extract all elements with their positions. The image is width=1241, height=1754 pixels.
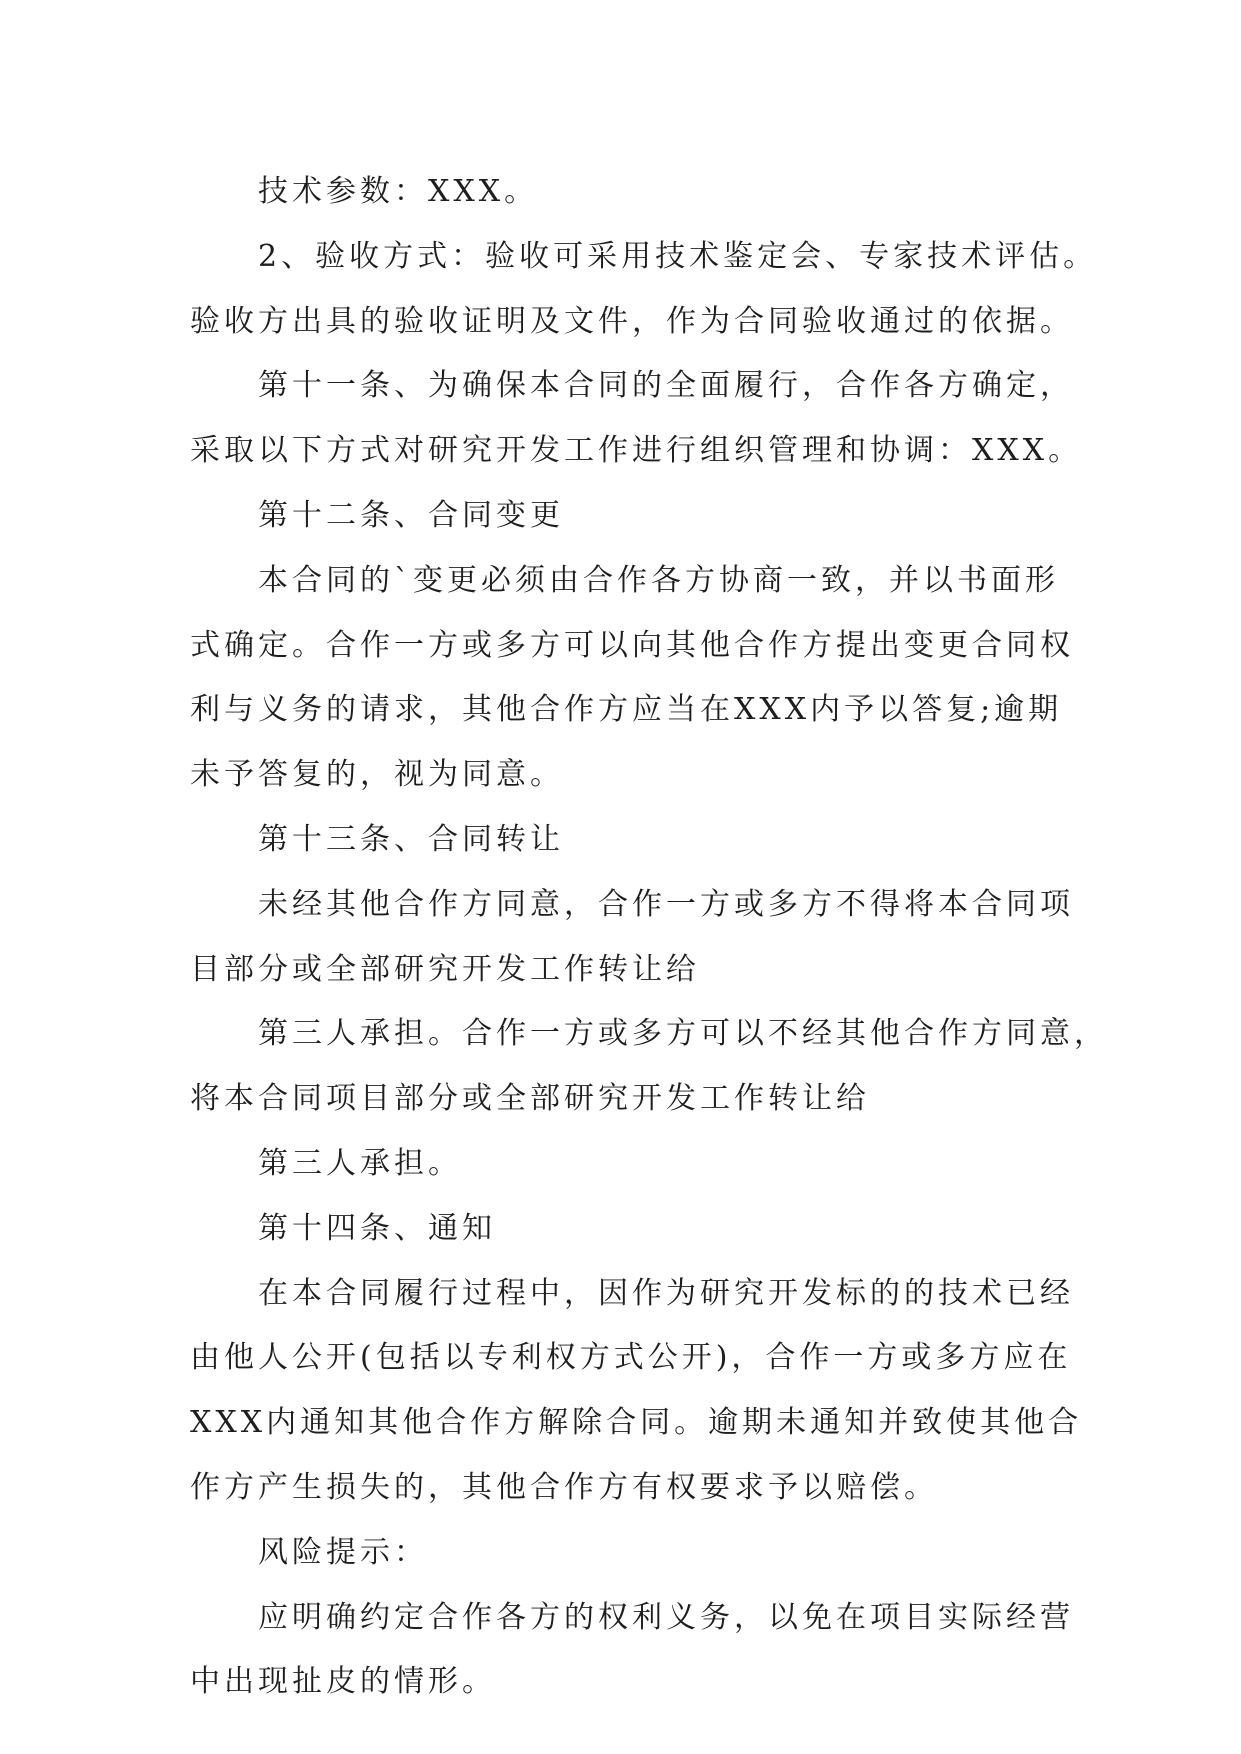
text-line: 式确定。合作一方或多方可以向其他合作方提出变更合同权: [190, 627, 1074, 663]
document-body: [190, 160, 1108, 1715]
text-line: 目部分或全部研究开发工作转让给: [190, 951, 700, 987]
text-line: 在本合同履行过程中，因作为研究开发标的的技术已经: [258, 1275, 1074, 1311]
section-heading: 风险提示：: [258, 1534, 428, 1570]
text-line: 应明确约定合作各方的权利义务，以免在项目实际经营: [258, 1599, 1074, 1635]
text-line: 采取以下方式对研究开发工作进行组织管理和协调：XXX。: [190, 433, 1083, 469]
text-line: 验收方出具的验收证明及文件，作为合同验收通过的依据。: [190, 303, 1074, 339]
text-line: 本合同的`变更必须由合作各方协商一致，并以书面形: [258, 562, 1059, 598]
text-line: 由他人公开(包括以专利权方式公开)，合作一方或多方应在: [190, 1340, 1072, 1376]
text-line: 技术参数：XXX。: [258, 174, 539, 209]
text-line: 未经其他合作方同意，合作一方或多方不得将本合同项: [258, 886, 1074, 922]
section-heading: 第十三条、合同转让: [258, 821, 564, 857]
text-line: 中出现扯皮的情形。: [190, 1664, 496, 1700]
text-line: XXX内通知其他合作方解除合同。逾期未通知并致使其他合: [190, 1405, 1083, 1441]
section-heading: 第十二条、合同变更: [258, 497, 564, 533]
text-line: 作方产生损失的，其他合作方有权要求予以赔偿。: [190, 1469, 938, 1505]
text-line: 将本合同项目部分或全部研究开发工作转让给: [190, 1081, 870, 1117]
text-line: 第十一条、为确保本合同的全面履行，合作各方确定，: [258, 368, 1074, 404]
text-line: 利与义务的请求，其他合作方应当在XXX内予以答复;逾期: [190, 692, 1063, 728]
text-line: 第三人承担。: [258, 1145, 462, 1181]
section-heading: 第十四条、通知: [258, 1210, 496, 1246]
text-line: 2、验收方式：验收可采用技术鉴定会、专家技术评估。: [258, 238, 1098, 274]
text-line: 未予答复的，视为同意。: [190, 757, 564, 793]
text-line: 第三人承担。合作一方或多方可以不经其他合作方同意，: [258, 1016, 1108, 1052]
